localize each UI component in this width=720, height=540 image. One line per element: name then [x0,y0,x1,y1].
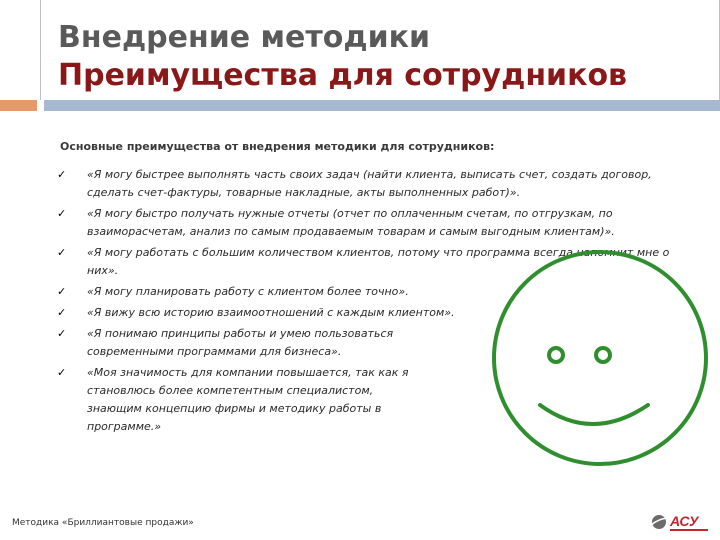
smiley-right-eye [596,348,610,362]
checkmark-icon: ✓ [57,285,67,298]
list-item [57,325,417,361]
list-item-text: «Я вижу всю историю взаимоотношений с каждым клиентом». [87,306,455,319]
list-item [57,205,687,241]
footer-text: Методика «Бриллиантовые продажи» [12,518,194,528]
list-item-text: «Я могу быстрее выполнять часть своих задач (найти клиента, выписать счет, создать договор, сделать счет-фактуры, товарные накладные, акты выполненных работ)». [87,168,652,199]
checkmark-icon: ✓ [57,306,67,319]
list-item-text: «Я могу работать с большим количеством клиентов, потому что программа всегда напомнит мне о них». [87,246,670,277]
slide-subtitle: Преимущества для сотрудников [58,58,628,93]
accent-bar-blue [44,100,720,111]
smiley-left-eye [549,348,563,362]
logo-text: АСУ [670,513,699,529]
slide-title: Внедрение методики [58,20,431,55]
checkmark-icon: ✓ [57,168,67,181]
list-item-text: «Моя значимость для компании повышается, так как я становлюсь более компетентным специалистом, знающим концепцию фирмы и методику работы в программе.» [87,366,409,433]
list-item-text: «Я могу планировать работу с клиентом более точно». [87,285,409,298]
checkmark-icon: ✓ [57,207,67,220]
logo-underline [670,529,708,531]
smiley-outline [494,252,706,464]
checkmark-icon: ✓ [57,246,67,259]
section-heading: Основные преимущества от внедрения методики для сотрудников: [60,140,495,153]
accent-bar-orange [0,100,37,111]
list-item-text: «Я могу быстро получать нужные отчеты (отчет по оплаченным счетам, по отгрузкам, по взаиморасчетам, анализ по самым продаваемым товарам и самым выгодным клиентам)». [87,207,615,238]
list-item [57,364,417,436]
checkmark-icon: ✓ [57,327,67,340]
checkmark-icon: ✓ [57,366,67,379]
acu-logo [650,510,712,534]
list-item [57,166,687,202]
smiley-mouth [540,405,648,424]
list-item-text: «Я понимаю принципы работы и умею пользоваться современными программами для бизнеса». [87,327,394,358]
smiley-face-icon [490,248,710,468]
